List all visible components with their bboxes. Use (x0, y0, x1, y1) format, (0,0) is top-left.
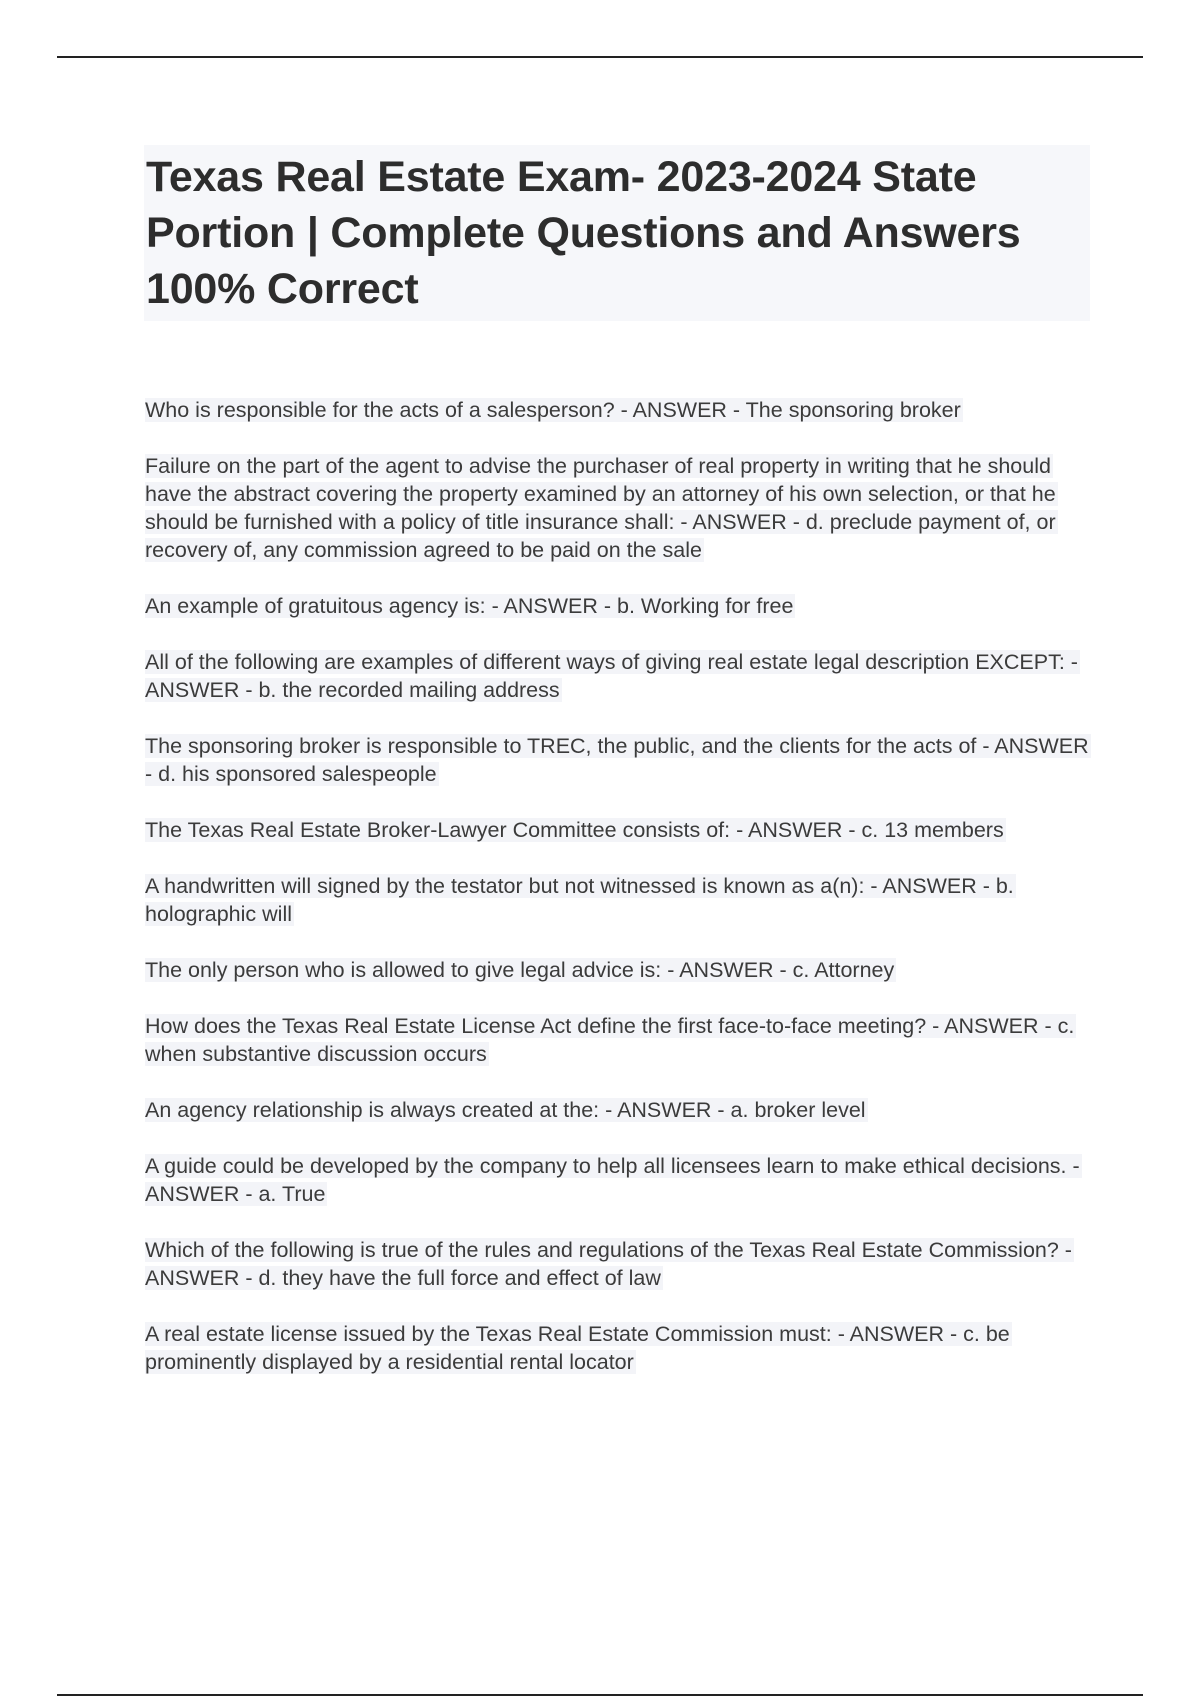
qa-item (145, 1096, 1090, 1124)
qa-text: All of the following are examples of different ways of giving real estate legal description EXCEPT: - ANSWER - b. the recorded mailing address (145, 650, 1078, 702)
bottom-rule (57, 1694, 1143, 1696)
qa-text: Failure on the part of the agent to advise the purchaser of real property in writing that he should have the abstract covering the property examined by an attorney of his own selection, or that he should be furnished with a policy of title insurance shall: - ANSWER - d. preclude payment of, or recovery of, any commission agreed to be paid on the sale (145, 454, 1056, 562)
qa-item (145, 648, 1090, 704)
qa-item (145, 1012, 1090, 1068)
qa-text: How does the Texas Real Estate License Act define the first face-to-face meeting? - ANSWER - c. when substantive discussion occurs (145, 1014, 1075, 1066)
qa-item (145, 1152, 1090, 1208)
qa-text: The sponsoring broker is responsible to TREC, the public, and the clients for the acts of - ANSWER - d. his sponsored salespeople (145, 734, 1089, 786)
qa-text: The Texas Real Estate Broker-Lawyer Committee consists of: - ANSWER - c. 13 members (145, 818, 1004, 842)
qa-item (145, 872, 1090, 928)
title-block (144, 145, 1090, 321)
qa-text: The only person who is allowed to give legal advice is: - ANSWER - c. Attorney (145, 958, 895, 982)
top-rule (57, 56, 1143, 58)
qa-item (145, 816, 1090, 844)
qa-text: A real estate license issued by the Texas Real Estate Commission must: - ANSWER - c. be prominently displayed by a residential rental locator (145, 1322, 1010, 1374)
qa-item (145, 732, 1090, 788)
qa-text: An agency relationship is always created at the: - ANSWER - a. broker level (145, 1098, 866, 1122)
qa-item (145, 592, 1090, 620)
qa-item (145, 1320, 1090, 1376)
qa-item (145, 452, 1090, 564)
question-answer-list (145, 396, 1090, 1404)
qa-text: An example of gratuitous agency is: - ANSWER - b. Working for free (145, 594, 794, 618)
qa-text: Who is responsible for the acts of a salesperson? - ANSWER - The sponsoring broker (145, 398, 961, 422)
qa-text: Which of the following is true of the rules and regulations of the Texas Real Estate Commission? - ANSWER - d. they have the full force and effect of law (145, 1238, 1072, 1290)
qa-item (145, 956, 1090, 984)
document-title: Texas Real Estate Exam- 2023-2024 State Portion | Complete Questions and Answers 100% Correct (146, 153, 1021, 313)
qa-item (145, 396, 1090, 424)
qa-text: A handwritten will signed by the testator but not witnessed is known as a(n): - ANSWER - b. holographic will (145, 874, 1014, 926)
qa-text: A guide could be developed by the company to help all licensees learn to make ethical decisions. - ANSWER - a. True (145, 1154, 1080, 1206)
qa-item (145, 1236, 1090, 1292)
